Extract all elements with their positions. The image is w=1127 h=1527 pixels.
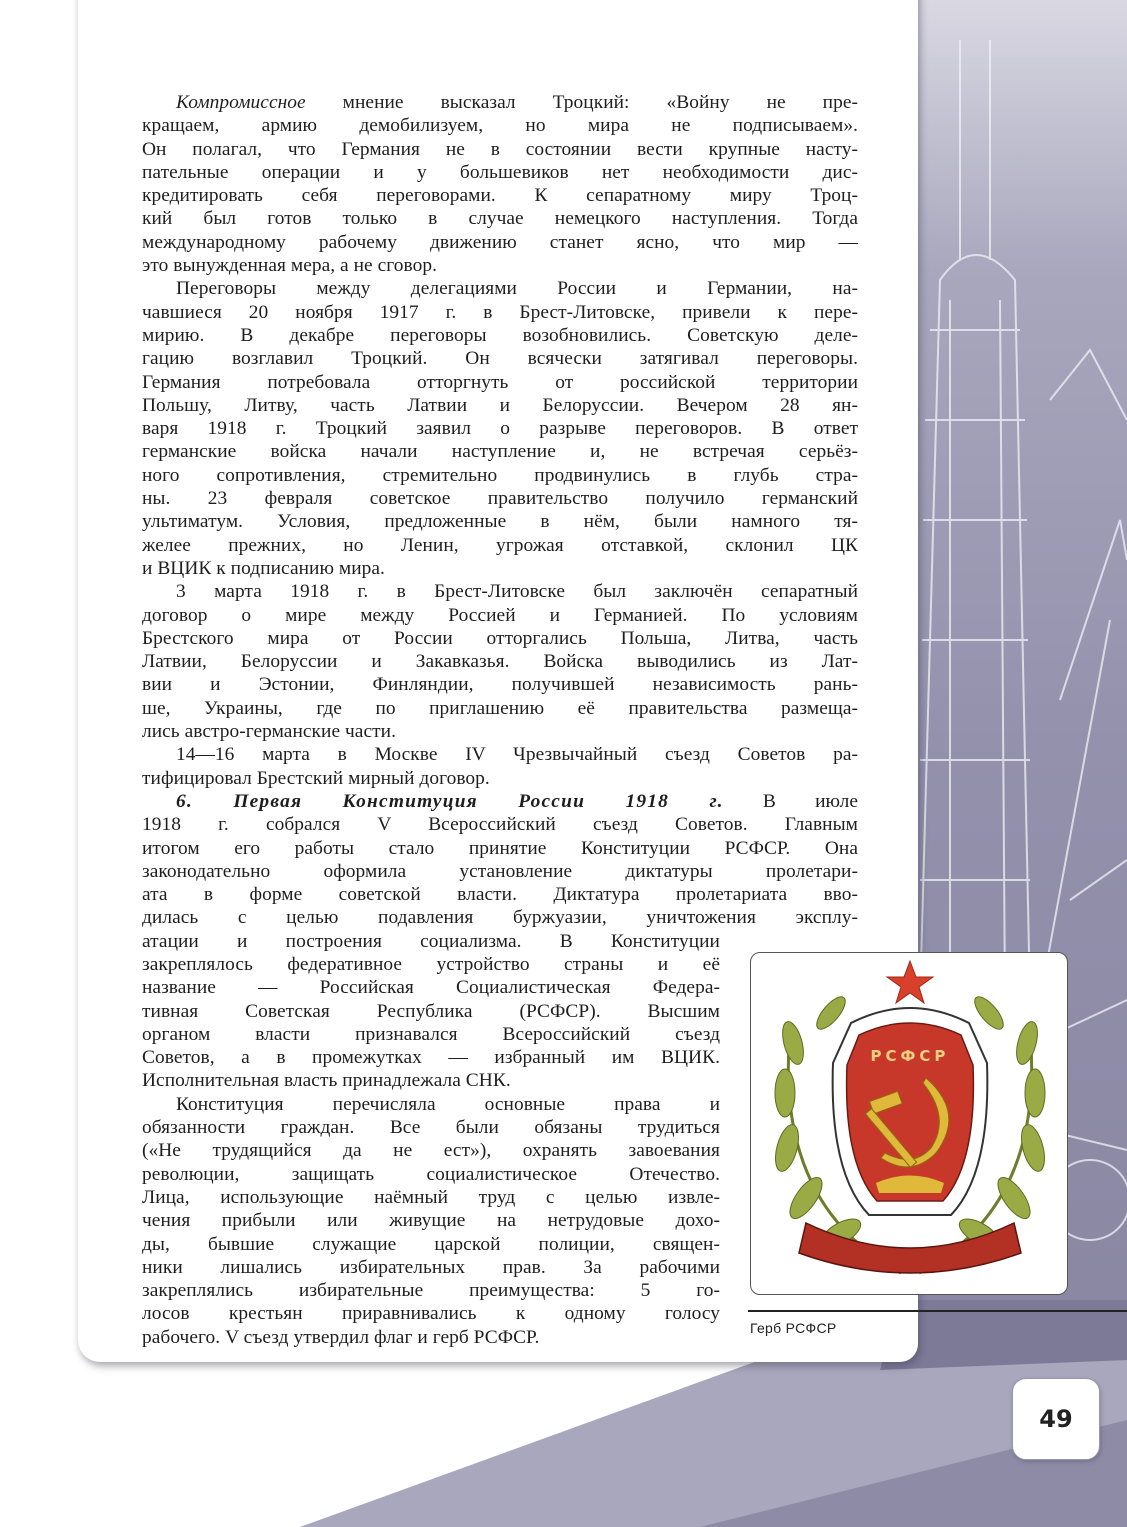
line-text: 3 марта 1918 г. в Брест-Литовске был заключён сепаратный (176, 581, 858, 603)
line-text: кращаем, армию демобилизуем, но мира не подписываем». (142, 115, 858, 137)
text-line (142, 231, 858, 254)
line-text: чения прибыли или живущие на нетрудовые дохо- (142, 1210, 720, 1232)
text-line (142, 930, 720, 953)
line-text: Исполнительная власть принадлежала СНК. (142, 1070, 511, 1092)
line-text: законодательно оформила установление диктатуры пролетари- (142, 860, 858, 882)
text-line (142, 580, 858, 603)
text-line (142, 1093, 720, 1116)
text-line (142, 976, 720, 999)
text-line (142, 1279, 720, 1302)
text-line (142, 813, 858, 836)
text-line (142, 604, 858, 627)
text-line (142, 1023, 720, 1046)
line-text: лись австро-германские части. (142, 721, 396, 743)
line-text: ды, бывшие служащие царской полиции, священ- (142, 1233, 720, 1255)
line-text: и ВЦИК к подписанию мира. (142, 557, 385, 579)
text-line (142, 697, 858, 720)
line-text: рабочего. V съезд утвердил флаг и герб РСФСР. (142, 1326, 540, 1348)
line-text: революции, защищать социалистическое Отечество. (142, 1163, 720, 1185)
text-line (142, 394, 858, 417)
text-line (142, 1326, 720, 1349)
line-text: В июле (723, 790, 858, 812)
line-text: кредитировать себя переговорами. К сепаратному миру Троц- (142, 185, 858, 207)
line-text: вии и Эстонии, Финляндии, получившей независимость рань- (142, 674, 858, 696)
line-text: ного сопротивления, стремительно продвинулись в глубь стра- (142, 464, 858, 486)
text-line (142, 1256, 720, 1279)
line-text: дилась с целью подавления буржуазии, уничтожения эксплу- (142, 907, 858, 929)
svg-text:РСФСР: РСФСР (870, 1047, 950, 1065)
line-text: Конституция перечисляла основные права и (176, 1093, 720, 1115)
line-text: итогом его работы стало принятие Конституции РСФСР. Она (142, 837, 858, 859)
line-text: Брестского мира от России отторгались Польша, Литва, часть (142, 627, 858, 649)
page-number: 49 (1012, 1378, 1100, 1460)
rsfsr-coat-of-arms-image (751, 953, 1069, 1296)
text-line (142, 91, 858, 114)
line-text: Латвии, Белоруссии и Закавказья. Войска выводились из Лат- (142, 651, 858, 673)
line-text: это вынужденная мера, а не сговор. (142, 255, 437, 277)
line-text: мирию. В декабре переговоры возобновились. Советскую деле- (142, 324, 858, 346)
text-line (142, 1209, 720, 1232)
text-line (142, 906, 858, 929)
text-line (142, 254, 858, 277)
text-line (142, 860, 858, 883)
line-text: обязанности граждан. Все были обязаны трудиться (142, 1117, 720, 1139)
text-line (142, 1139, 720, 1162)
line-text: ше, Украины, где по приглашению её правительства размеща- (142, 697, 858, 719)
line-text: лосов крестьян приравнивались к одному голосу (142, 1303, 720, 1325)
line-text: Он полагал, что Германия не в состоянии вести крупные насту- (142, 138, 858, 160)
text-line (142, 1186, 720, 1209)
text-line (142, 627, 858, 650)
text-line (142, 114, 858, 137)
line-text: тивная Советская Республика (РСФСР). Высшим (142, 1000, 720, 1022)
text-line (142, 650, 858, 673)
text-line (142, 347, 858, 370)
text-line (142, 1046, 720, 1069)
line-text: тифицировал Брестский мирный договор. (142, 767, 490, 789)
line-text: органом власти признавался Всероссийский съезд (142, 1023, 720, 1045)
line-text: германские войска начали наступление и, не встречая серьёз- (142, 441, 858, 463)
line-text: название — Российская Социалистическая Федера- (142, 977, 720, 999)
line-text: ультиматум. Условия, предложенные в нём, были намного тя- (142, 511, 858, 533)
line-text: Польшу, Литву, часть Латвии и Белоруссии. Вечером 28 ян- (142, 394, 858, 416)
line-text: кий был готов только в случае немецкого наступления. Тогда (142, 208, 858, 230)
text-line (142, 720, 858, 743)
line-text: пательные операции и у большевиков нет необходимости дис- (142, 161, 858, 183)
red-star-icon (887, 961, 933, 1003)
text-line (142, 277, 858, 300)
text-line (142, 138, 858, 161)
section-heading: 6. Первая Конституция России 1918 г. (176, 790, 724, 812)
text-line (142, 953, 720, 976)
line-text: Лица, использующие наёмный труд с целью извле- (142, 1186, 720, 1208)
text-line (142, 207, 858, 230)
italic-term: Компромиссное (176, 92, 306, 113)
text-line (142, 743, 858, 766)
text-line (142, 487, 858, 510)
text-line (142, 371, 858, 394)
text-line (142, 790, 858, 813)
text-line (142, 1302, 720, 1325)
text-line (142, 301, 858, 324)
text-line (142, 417, 858, 440)
line-text: договор о мире между Россией и Германией. По условиям (142, 604, 858, 626)
line-text: 14—16 марта в Москве IV Чрезвычайный съезд Советов ра- (176, 744, 858, 766)
text-line (142, 464, 858, 487)
text-line (142, 440, 858, 463)
caption-rule (748, 1310, 1127, 1312)
text-line (142, 557, 858, 580)
line-text: варя 1918 г. Троцкий заявил о разрыве переговоров. В ответ (142, 418, 858, 440)
text-line (142, 1069, 720, 1092)
text-line (142, 1000, 720, 1023)
line-text: ники лишались избирательных прав. За рабочими (142, 1256, 720, 1278)
text-line (142, 837, 858, 860)
text-line (142, 510, 858, 533)
text-line (142, 324, 858, 347)
line-text: закреплялось федеративное устройство страны и её (142, 953, 720, 975)
rsfsr-emblem-figure (750, 952, 1068, 1295)
line-text: Советов, а в промежутках — избранный им ВЦИК. (142, 1047, 720, 1069)
line-text: международному рабочему движению станет ясно, что мир — (142, 231, 858, 253)
text-line (142, 534, 858, 557)
figure-caption: Герб РСФСР (750, 1320, 837, 1336)
line-text: чавшиеся 20 ноября 1917 г. в Брест-Литовске, привели к пере- (142, 301, 858, 323)
line-text: закреплялись избирательные преимущества: 5 го- (142, 1280, 720, 1302)
line-text: («Не трудящийся да не ест»), охранять завоевания (142, 1140, 720, 1162)
line-text: гацию возглавил Троцкий. Он всячески затягивал переговоры. (142, 348, 858, 370)
text-line (142, 1116, 720, 1139)
line-text: ата в форме советской власти. Диктатура пролетариата вво- (142, 884, 858, 906)
line-text: атации и построения социализма. В Конституции (142, 930, 720, 952)
line-text: 1918 г. собрался V Всероссийский съезд Советов. Главным (142, 814, 858, 836)
text-line (142, 673, 858, 696)
text-line (142, 161, 858, 184)
text-line (142, 1163, 720, 1186)
text-line (142, 767, 858, 790)
line-text: мнение высказал Троцкий: «Войну не пре- (305, 92, 858, 113)
line-text: Переговоры между делегациями России и Германии, на- (176, 278, 858, 300)
text-line (142, 883, 858, 906)
line-text: ны. 23 февраля советское правительство получило германский (142, 488, 858, 510)
line-text: Германия потребовала отторгнуть от российской территории (142, 371, 858, 393)
text-line (142, 1233, 720, 1256)
text-line (142, 184, 858, 207)
line-text: желее прежних, но Ленин, угрожая отставкой, склонил ЦК (142, 534, 858, 556)
